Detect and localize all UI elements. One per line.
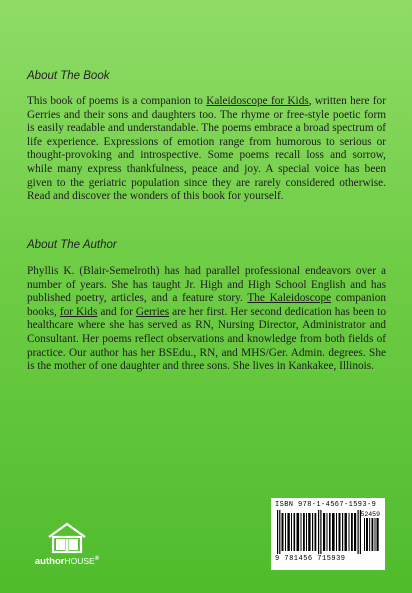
about-author-text-part: Phyllis K. (Blair-Semelroth) has had parallel professional endeavors over a number of years. She has taught Jr. High and High School English and has published poetry, articles, and a feature story. [27,265,386,305]
publisher-name [27,556,107,567]
isbn-label: ISBN 978-1-4567-1593-9 [275,501,377,509]
barcode-number: 9 781456 715939 [275,555,346,563]
isbn-barcode [271,498,385,570]
about-book-text-part: This book of poems is a companion to [27,95,207,107]
gerries-title: Gerries [135,305,170,318]
publisher-name-part1: author [34,556,65,568]
about-book-heading: About The Book [27,70,110,82]
publisher-logo [27,520,117,575]
about-author-text-part: companion books, [27,292,387,318]
about-author-text-part: and for [97,305,136,318]
about-book-text [27,95,386,204]
price-code: 52459 [360,511,380,518]
house-book-icon [27,520,107,556]
kaleidoscope-for-kids-title: Kaleidoscope for Kids [206,95,309,107]
about-author-text [27,265,386,374]
the-kaleidoscope-title: The Kaleidoscope [247,292,332,305]
for-kids-title: for Kids [59,305,98,318]
about-author-text-part: are her first. Her second dedication has been to healthcare where she has served as RN, Nursing Director, Administrator and Consultant. Her poems reflect observations and knowledge from both fields of practice. Our author has her BSEdu., RN, and MHS/Ger. Admin. degrees. She is the mother of one daughter and three sons. She lives in Kankakee, Illinois. [27,305,386,373]
about-book-text-part: , written here for Gerries and their sons and daughters too. The rhyme or free-style poetic form is easily readable and understandable. The poems embrace a broad spectrum of life experience. Expressions of emotion range from humorous to serious or thought-provoking and introspective. Some poems recall loss and sorrow, while many express thankfulness, peace and joy. A special voice has been given to the geriatric population since they are rarely considered otherwise. Read and discover the wonders of this book for yourself. [27,95,386,203]
registered-mark: ® [94,556,100,562]
about-author-heading: About The Author [27,239,117,251]
publisher-name-part2: HOUSE [64,556,95,567]
